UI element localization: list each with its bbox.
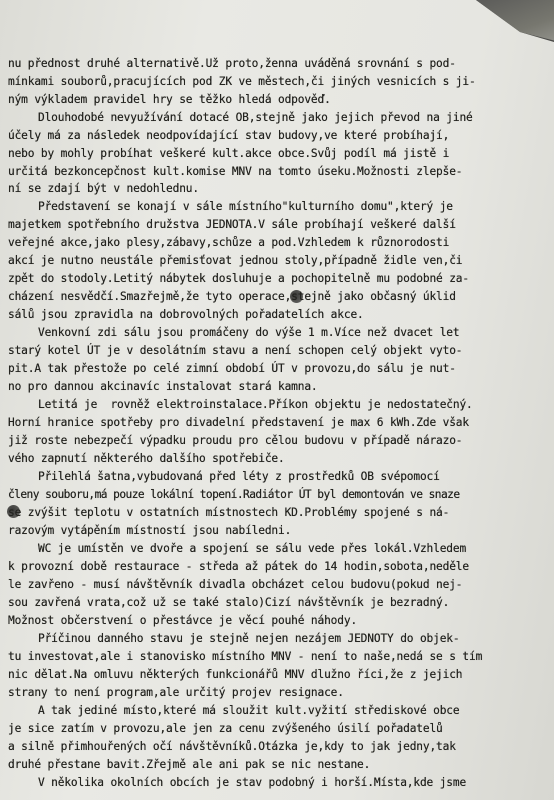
text-line: Příčinou danného stavu je stejně nejen nezájem JEDNOTY do objek- bbox=[38, 632, 460, 645]
text-line: Dlouhodobé nevyužívání dotacé OB,stejně jako jejich převod na jiné bbox=[38, 111, 473, 124]
text-line: le zavřeno - musí návštěvník divadla obcházet celou budovu(pokud nej- bbox=[8, 578, 463, 591]
text-line: razovým vytápěním místností jsou nabíledni. bbox=[8, 524, 292, 537]
text-line: nebo by mohly probíhat veškeré kult.akce obce.Svůj podíl má jistě i bbox=[8, 147, 450, 160]
text-line: se zvýšit teplotu v ostatních místnostech KD.Problémy spojené s ná- bbox=[8, 506, 450, 519]
text-line: majetkem spotřebního družstva JEDNOTA.V sále probíhají veškeré další bbox=[8, 218, 456, 231]
text-line: ní se zdají být v nedohlednu. bbox=[8, 182, 199, 195]
text-line: zpět do stodoly.Letitý nábytek dosluhuje a pochopitelně mu podobné za- bbox=[8, 272, 469, 285]
text-line: vého zapnutí některého dalšího spotřebiče. bbox=[8, 452, 285, 465]
text-line: strany to není program,ale určitý projev resignace. bbox=[8, 686, 344, 699]
text-line: mínkami souborů,pracujících pod ZK ve městech,či jiných vesnicích s ji- bbox=[8, 75, 476, 88]
text-line: druhé přestane bavit.Zřejmě ale ani pak se nic nestane. bbox=[8, 758, 371, 771]
text-line: sou zavřená vrata,což už se také stalo)Cizí návštěvník je bezradný. bbox=[8, 596, 450, 609]
text-line: ným výkladem pravidel hry se těžko hledá odpověď. bbox=[8, 93, 331, 106]
text-line: WC je umístěn ve dvoře a spojení se sálu vede přes lokál.Vzhledem bbox=[38, 542, 467, 555]
text-line: Představení se konají v sále místního"kulturního domu",který je bbox=[38, 200, 453, 213]
text-line: Možnost občerstvení o přestávce je věcí pouhé náhody. bbox=[8, 614, 358, 627]
text-line: určitá bezkoncepčnost kult.komise MNV na tomto úseku.Možnosti zlepše- bbox=[8, 165, 463, 178]
text-line: A tak jediné místo,které má sloužit kult.vyžití střediskové obce bbox=[38, 704, 460, 717]
text-line: sálů jsou zpravidla na dobrovolných pořadatelích akce. bbox=[8, 308, 364, 321]
text-line: k provozní době restaurace - středa až pátek do 14 hodin,sobota,neděle bbox=[8, 560, 469, 573]
text-line: Horní hranice spotřeby pro divadelní představení je max 6 kWh.Zde však bbox=[8, 416, 469, 429]
text-line: Venkovní zdi sálu jsou promáčeny do výše 1 m.Více než dvacet let bbox=[38, 326, 460, 339]
text-line: starý kotel ÚT je v desolátním stavu a není schopen celý objekt vyto- bbox=[8, 344, 463, 357]
text-line: členy souboru,má pouze lokální topení.Radiátor ÚT byl demontován ve snaze bbox=[8, 488, 460, 501]
text-line: pit.A tak přestože po celé zimní období ÚT v provozu,do sálu je nut- bbox=[8, 362, 456, 375]
text-line: účely má za následek neodpovídající stav budovy,ve které probíhají, bbox=[8, 129, 450, 142]
text-line: a silně přimhouřených očí návštěvníků.Otázka je,kdy to jak jedny,tak bbox=[8, 740, 456, 753]
text-line: již roste nebezpečí výpadku proudu pro cělou budovu v případě nárazo- bbox=[8, 434, 463, 447]
text-line: no pro dannou akcinavíc instalovat stará kamna. bbox=[8, 380, 318, 393]
text-line: akcí je nutno neustále přemisťovat jednou stoly,případně židle ven,či bbox=[8, 254, 463, 267]
text-line: cházení nesvědčí.Smazřejmě,že tyto operace,stejně jako občasný úklid bbox=[8, 290, 456, 303]
text-line: Přilehlá šatna,vybudovaná před léty z prostředků OB svépomocí bbox=[38, 470, 440, 483]
text-line: je sice zatím v provozu,ale jen za cenu zvýšeného úsilí pořadatelů bbox=[8, 722, 443, 735]
text-line: nu přednost druhé alternativě.Už proto,ženna uváděná srovnání s pod- bbox=[8, 57, 456, 70]
text-line: V několika okolních obcích je stav podobný i horší.Místa,kde jsme bbox=[38, 776, 467, 789]
text-line: tu investovat,ale i stanovisko místního MNV - není to naše,nedá se s tím bbox=[8, 650, 483, 663]
text-line: nic dělat.Na omluvu některých funkcionářů MNV dlužno říci,že z jejich bbox=[8, 668, 463, 681]
text-line: veřejné akce,jako plesy,zábavy,schůze a pod.Vzhledem k různorodosti bbox=[8, 236, 450, 249]
text-line: Letitá je rovněž elektroinstalace.Příkon objektu je nedostatečný. bbox=[38, 398, 473, 411]
